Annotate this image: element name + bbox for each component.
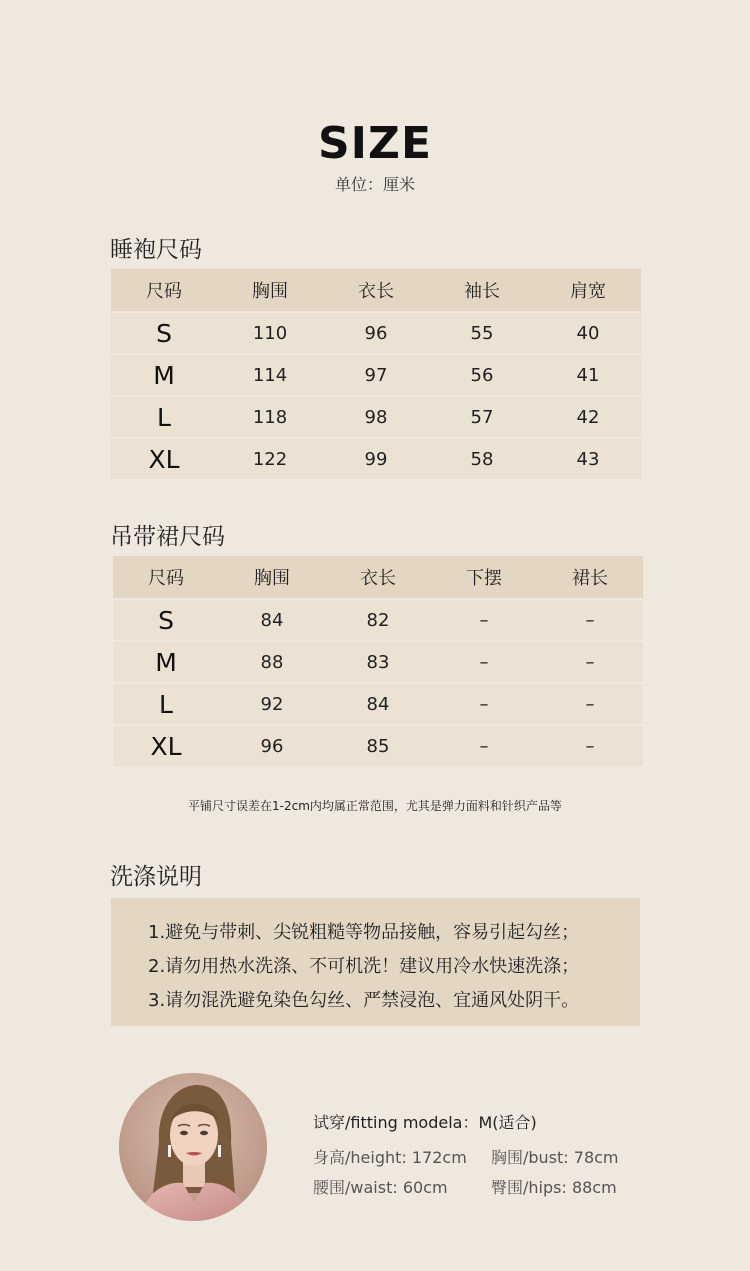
robe-section-title: 睡袍尺码 [110,237,202,263]
table-cell: 85 [366,735,390,757]
table-cell: – [585,609,595,631]
table-cell: 98 [364,406,388,428]
wash-line: 2.请勿用热水洗涤、不可机洗！建议用冷水快速洗涤； [148,956,580,977]
model-bust: 胸围/bust: 78cm [491,1148,619,1167]
wash-section-title: 洗涤说明 [110,864,202,890]
robe-col-size: 尺码 [146,281,182,302]
table-cell: 114 [252,364,288,386]
table-cell: 88 [260,651,284,673]
table-cell: 84 [260,609,284,631]
table-cell: 41 [576,364,600,386]
robe-col-shoulder: 肩宽 [570,281,606,302]
table-cell: 99 [364,448,388,470]
model-waist: 腰围/waist: 60cm [313,1178,448,1197]
wash-instructions-box [111,898,640,1026]
table-cell: – [479,735,489,757]
table-cell: 43 [576,448,600,470]
table-cell: 57 [470,406,494,428]
robe-table-header [111,269,641,311]
model-row [313,1173,619,1203]
slip-col-bust: 胸围 [254,568,290,589]
table-cell: – [585,651,595,673]
size-cell: L [157,402,171,432]
table-cell: 97 [364,364,388,386]
size-cell: M [153,360,175,390]
model-info [313,1110,619,1203]
size-cell: L [159,689,173,719]
size-cell: S [156,318,172,348]
model-avatar [119,1073,267,1221]
table-cell: 55 [470,322,494,344]
table-cell: 84 [366,693,390,715]
model-height: 身高/height: 172cm [313,1148,467,1167]
model-row [313,1143,619,1173]
table-cell: – [479,651,489,673]
slip-col-size: 尺码 [148,568,184,589]
table-row [111,355,641,395]
slip-table-header [113,556,643,598]
tolerance-note: 平铺尺寸误差在1-2cm内均属正常范围，尤其是弹力面料和针织产品等 [188,799,562,813]
table-row [113,684,643,724]
model-hips: 臀围/hips: 88cm [491,1178,617,1197]
wash-line: 3.请勿混洗避免染色勾丝、严禁浸泡、宜通风处阴干。 [148,990,580,1011]
table-cell: – [479,693,489,715]
robe-col-sleeve: 袖长 [464,281,500,302]
unit-label: 单位：厘米 [334,175,415,194]
table-row [113,726,643,766]
table-cell: 118 [252,406,288,428]
table-cell: – [585,693,595,715]
table-cell: 82 [366,609,390,631]
robe-size-table [111,269,641,481]
size-cell: M [155,647,177,677]
table-cell: – [479,609,489,631]
table-row [111,439,641,479]
table-cell: 40 [576,322,600,344]
table-row [113,600,643,640]
slip-section-title: 吊带裙尺码 [110,524,225,550]
robe-col-length: 衣长 [358,281,394,302]
table-cell: 96 [260,735,284,757]
table-cell: 42 [576,406,600,428]
page-title: SIZE [317,118,433,169]
table-row [113,642,643,682]
table-cell: – [585,735,595,757]
slip-col-skirt-length: 裙长 [572,568,608,589]
size-cell: XL [150,731,182,761]
table-cell: 56 [470,364,494,386]
size-cell: S [158,605,174,635]
table-cell: 58 [470,448,494,470]
table-cell: 110 [252,322,288,344]
table-cell: 122 [252,448,288,470]
slip-col-hem: 下摆 [466,568,502,589]
table-cell: 92 [260,693,284,715]
slip-col-length: 衣长 [360,568,396,589]
table-cell: 96 [364,322,388,344]
model-portrait-icon [119,1073,267,1221]
slip-size-table [113,556,643,768]
size-cell: XL [148,444,180,474]
table-cell: 83 [366,651,390,673]
table-row [111,313,641,353]
model-title: 试穿/fitting modela：M(适合) [313,1113,537,1132]
table-row [111,397,641,437]
wash-line: 1.避免与带刺、尖锐粗糙等物品接触，容易引起勾丝； [148,922,580,943]
robe-col-bust: 胸围 [252,281,288,302]
